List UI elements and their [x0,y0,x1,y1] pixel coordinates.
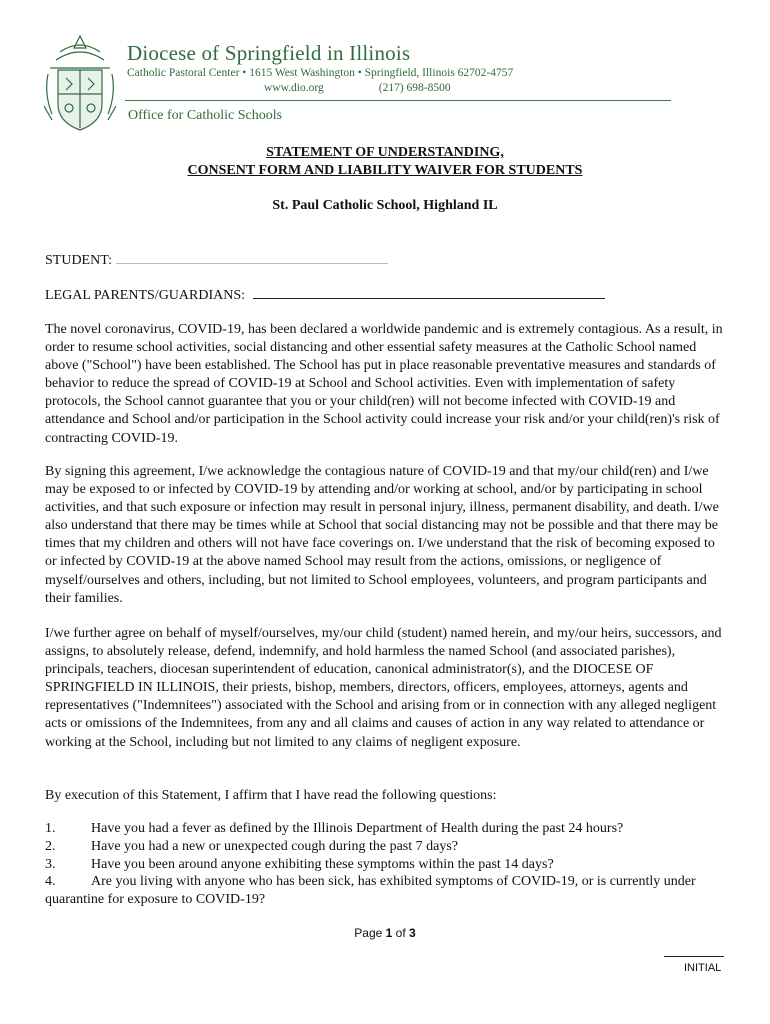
question-text: Have you had a fever as defined by the Illinois Department of Health during the past 24 hours? [91,821,624,836]
guardians-field [45,286,605,304]
contact-line [127,81,513,96]
question-number: 3. [45,856,56,872]
initial-input-line[interactable] [664,956,724,957]
question-number: 2. [45,838,56,854]
paragraph-acknowledgment: By signing this agreement, I/we acknowledge the contagious nature of COVID-19 and that my/our child(ren) and I/we may be exposed to or infected by COVID-19 by attending and/or working at school, and/or by participating in school activities, and that such exposure or infection may result in personal injury, illness, permanent disability, and death. I/we also understand that there may be times while at School that social distancing may not be possible and that there may be times that my children and others will not have face coverings on. I/we understand that the risk of becoming exposed to or infected by COVID-19 at the above named School may result from the actions, omissions, or negligence of myself/ourselves and others, including, but not limited to School employees, volunteers, and program participants and their families. [45,464,719,606]
page-total: 3 [409,926,416,940]
questions-list [45,820,730,909]
question-number: 4. [45,874,56,890]
page-prefix: Page [354,926,386,940]
question-text: Have you had a new or unexpected cough during the past 7 days? [91,838,458,854]
letterhead-divider [125,100,671,101]
guardians-input-line[interactable] [253,286,605,299]
student-field [45,251,388,269]
paragraph-release: I/we further agree on behalf of myself/ourselves, my/our child (student) named herein, and my/our heirs, successors, and assigns, to absolutely release, defend, indemnify, and hold harmless the named School (and associated parishes), principals, teachers, diocesan superintendent of education, canonical administrator(s), and the DIOCESE OF SPRINGFIELD IN ILLINOIS, their priests, bishop, members, directors, officers, employees, attorneys, agents and representatives ("Indemnitees") associated with the School and arising from or in connection with any alleged negligent acts or omissions of the Indemnitees, from any and all claims and causes of action in any way related to attendance or working at the School, including but not limited to any claims of negligent exposure. [45,626,722,750]
page-number [0,926,770,940]
school-name: St. Paul Catholic School, Highland IL [272,198,498,213]
letterhead [127,40,513,96]
paragraph-pandemic: The novel coronavirus, COVID-19, has been declared a worldwide pandemic and is extremely contagious. As a result, in order to resume school activities, social distancing and other essential safety measures at the Catholic School named above ("School") have been established. The School has put in place reasonable preventative measures and standards of behavior to reduce the spread of COVID-19 at School and School activities. Even with implementation of safety protocols, the School cannot guarantee that you or your child(ren) will not become infected with COVID-19 and attendance and School and/or participation in the School activity could increase your risk and/or your child(ren)'s risk of contracting COVID-19. [45,322,723,446]
website-link[interactable]: www.dio.org [264,82,324,94]
diocese-seal-logo [40,34,120,134]
question-text: Are you living with anyone who has been sick, has exhibited symptoms of COVID-19, or is currently under quarantine for exposure to COVID-19? [45,874,696,908]
page-current: 1 [385,926,393,940]
question-item [45,838,730,856]
student-label: STUDENT: [45,253,112,268]
question-number: 1. [45,821,56,836]
initial-label: INITIAL [684,962,722,974]
page-of: of [392,926,410,940]
phone-number: (217) 698-8500 [378,82,451,94]
diocese-address: Catholic Pastoral Center • 1615 West Washington • Springfield, Illinois 62702-4757 [127,67,514,79]
office-name: Office for Catholic Schools [128,108,283,123]
guardians-label: LEGAL PARENTS/GUARDIANS: [45,288,246,303]
question-item [45,856,730,874]
question-item [45,820,730,838]
document-title-line1: STATEMENT OF UNDERSTANDING, [266,145,504,160]
document-title-line2: CONSENT FORM AND LIABILITY WAIVER FOR STUDENTS [187,163,583,178]
question-text: Have you been around anyone exhibiting these symptoms within the past 14 days? [91,856,554,872]
diocese-title: Diocese of Springfield in Illinois [127,41,411,65]
paragraph-affirmation: By execution of this Statement, I affirm that I have read the following questions: [45,788,497,803]
student-input-line[interactable] [116,251,388,264]
question-item [45,873,730,909]
